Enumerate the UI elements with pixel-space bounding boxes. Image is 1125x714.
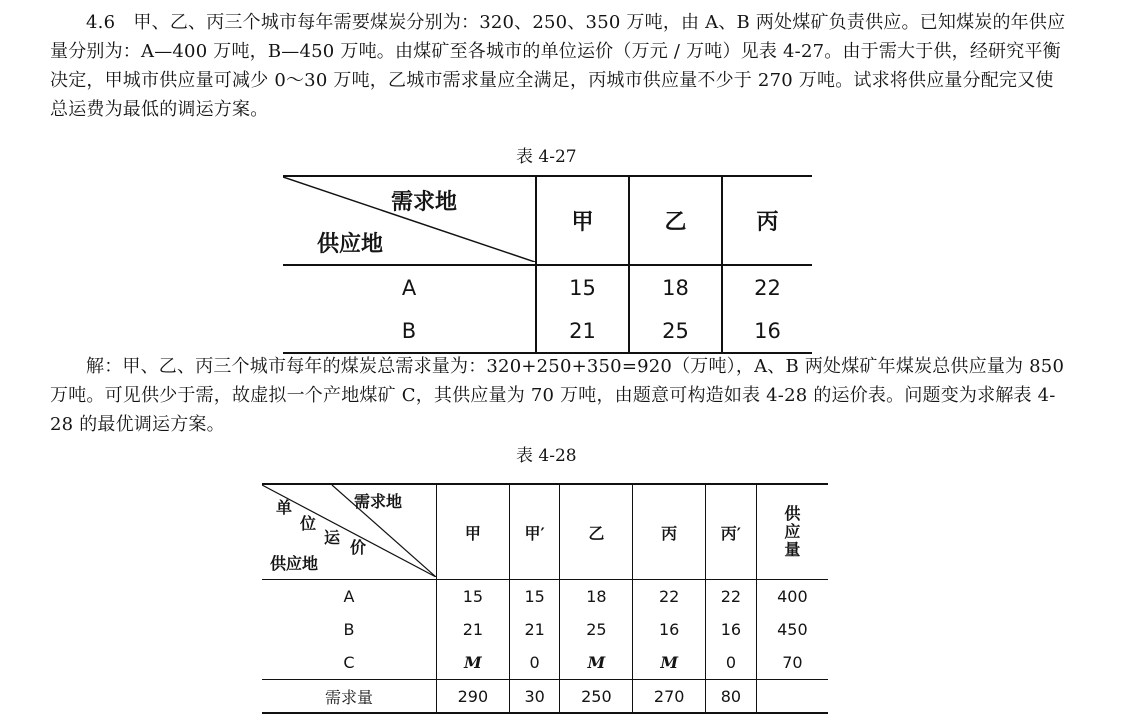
col-header: 丙 <box>633 484 706 580</box>
table-4-27-corner <box>283 176 536 265</box>
corner-demand-label: 需求地 <box>391 190 458 215</box>
table-row <box>262 580 828 614</box>
cell: 18 <box>629 265 722 309</box>
row-label: A <box>401 275 417 300</box>
cell: 18 <box>560 580 633 614</box>
row-label: A <box>343 587 355 606</box>
col-header: 丙 <box>722 176 812 265</box>
cell: 25 <box>560 613 633 646</box>
table-row <box>262 646 828 680</box>
corner-demand-label: 需求地 <box>354 492 403 511</box>
corner-unit-label: 单 <box>276 498 293 517</box>
table-4-28 <box>262 483 828 714</box>
col-header: 甲 <box>536 176 629 265</box>
table-4-28-caption: 表 4-28 <box>516 446 577 466</box>
cell: 21 <box>536 309 629 353</box>
row-label: B <box>401 318 417 343</box>
table-4-27 <box>283 175 812 354</box>
table-row <box>262 613 828 646</box>
cell: 0 <box>706 646 757 680</box>
supply-header-char: 应 <box>784 522 801 541</box>
demand-label: 需求量 <box>262 680 437 714</box>
supply-cell: 70 <box>756 646 828 680</box>
problem-paragraph: 4.6 甲、乙、丙三个城市每年需要煤炭分别为：320、250、350 万吨，由 A、B 两处煤矿负责供应。已知煤炭的年供应量分别为：A—400 万吨，B—450 万吨。由煤矿至各城市的单位运价（万元 / 万吨）见表 4-27。由于需大于供，经研究平衡决定，甲城市供应量可减少 0～30 万吨，乙城市需求量应全满足，丙城市供应量不少于 270 万吨。试求将供应量分配完又使总运费为最低的调运方案。 <box>50 12 1066 120</box>
corner-supply-label: 供应地 <box>270 554 319 573</box>
table-row <box>283 309 812 353</box>
col-header: 乙 <box>560 484 633 580</box>
corner-supply-label: 供应地 <box>317 232 384 257</box>
cell: M <box>437 646 510 680</box>
supply-header-char: 供 <box>784 504 801 523</box>
demand-cell: 30 <box>509 680 560 714</box>
table-4-28-corner <box>262 484 437 580</box>
col-header: 丙′ <box>706 484 757 580</box>
cell: 16 <box>722 309 812 353</box>
row-label: C <box>343 653 355 672</box>
demand-cell: 290 <box>437 680 510 714</box>
table-4-27-caption: 表 4-27 <box>516 147 577 167</box>
supply-cell: 450 <box>756 613 828 646</box>
cell: 21 <box>509 613 560 646</box>
corner-unit-label: 价 <box>350 538 367 557</box>
col-header: 甲′ <box>509 484 560 580</box>
demand-cell: 250 <box>560 680 633 714</box>
demand-cell: 80 <box>706 680 757 714</box>
cell: 25 <box>629 309 722 353</box>
cell: M <box>560 646 633 680</box>
cell: 16 <box>706 613 757 646</box>
supply-header <box>756 484 828 580</box>
supply-cell: 400 <box>756 580 828 614</box>
demand-cell: 270 <box>633 680 706 714</box>
solution-paragraph: 解：甲、乙、丙三个城市每年的煤炭总需求量为：320+250+350=920（万吨），A、B 两处煤矿年煤炭总供应量为 850 万吨。可见供少于需，故虚拟一个产地煤矿 C，其供应量为 70 万吨，由题意可构造如表 4-28 的运价表。问题变为求解表 4-28 的最优调运方案。 <box>50 356 1065 435</box>
cell: 15 <box>437 580 510 614</box>
cell: 22 <box>633 580 706 614</box>
corner-unit-label: 位 <box>300 514 317 533</box>
cell: 22 <box>722 265 812 309</box>
cell: 16 <box>633 613 706 646</box>
corner-unit-label: 运 <box>324 528 341 547</box>
cell: 0 <box>509 646 560 680</box>
demand-empty-cell <box>756 680 828 714</box>
cell: M <box>633 646 706 680</box>
demand-row <box>262 680 828 714</box>
col-header: 乙 <box>629 176 722 265</box>
cell: 21 <box>437 613 510 646</box>
table-row <box>283 265 812 309</box>
col-header: 甲 <box>437 484 510 580</box>
supply-header-char: 量 <box>784 540 801 559</box>
cell: 15 <box>509 580 560 614</box>
cell: 15 <box>536 265 629 309</box>
row-label: B <box>343 620 355 639</box>
cell: 22 <box>706 580 757 614</box>
